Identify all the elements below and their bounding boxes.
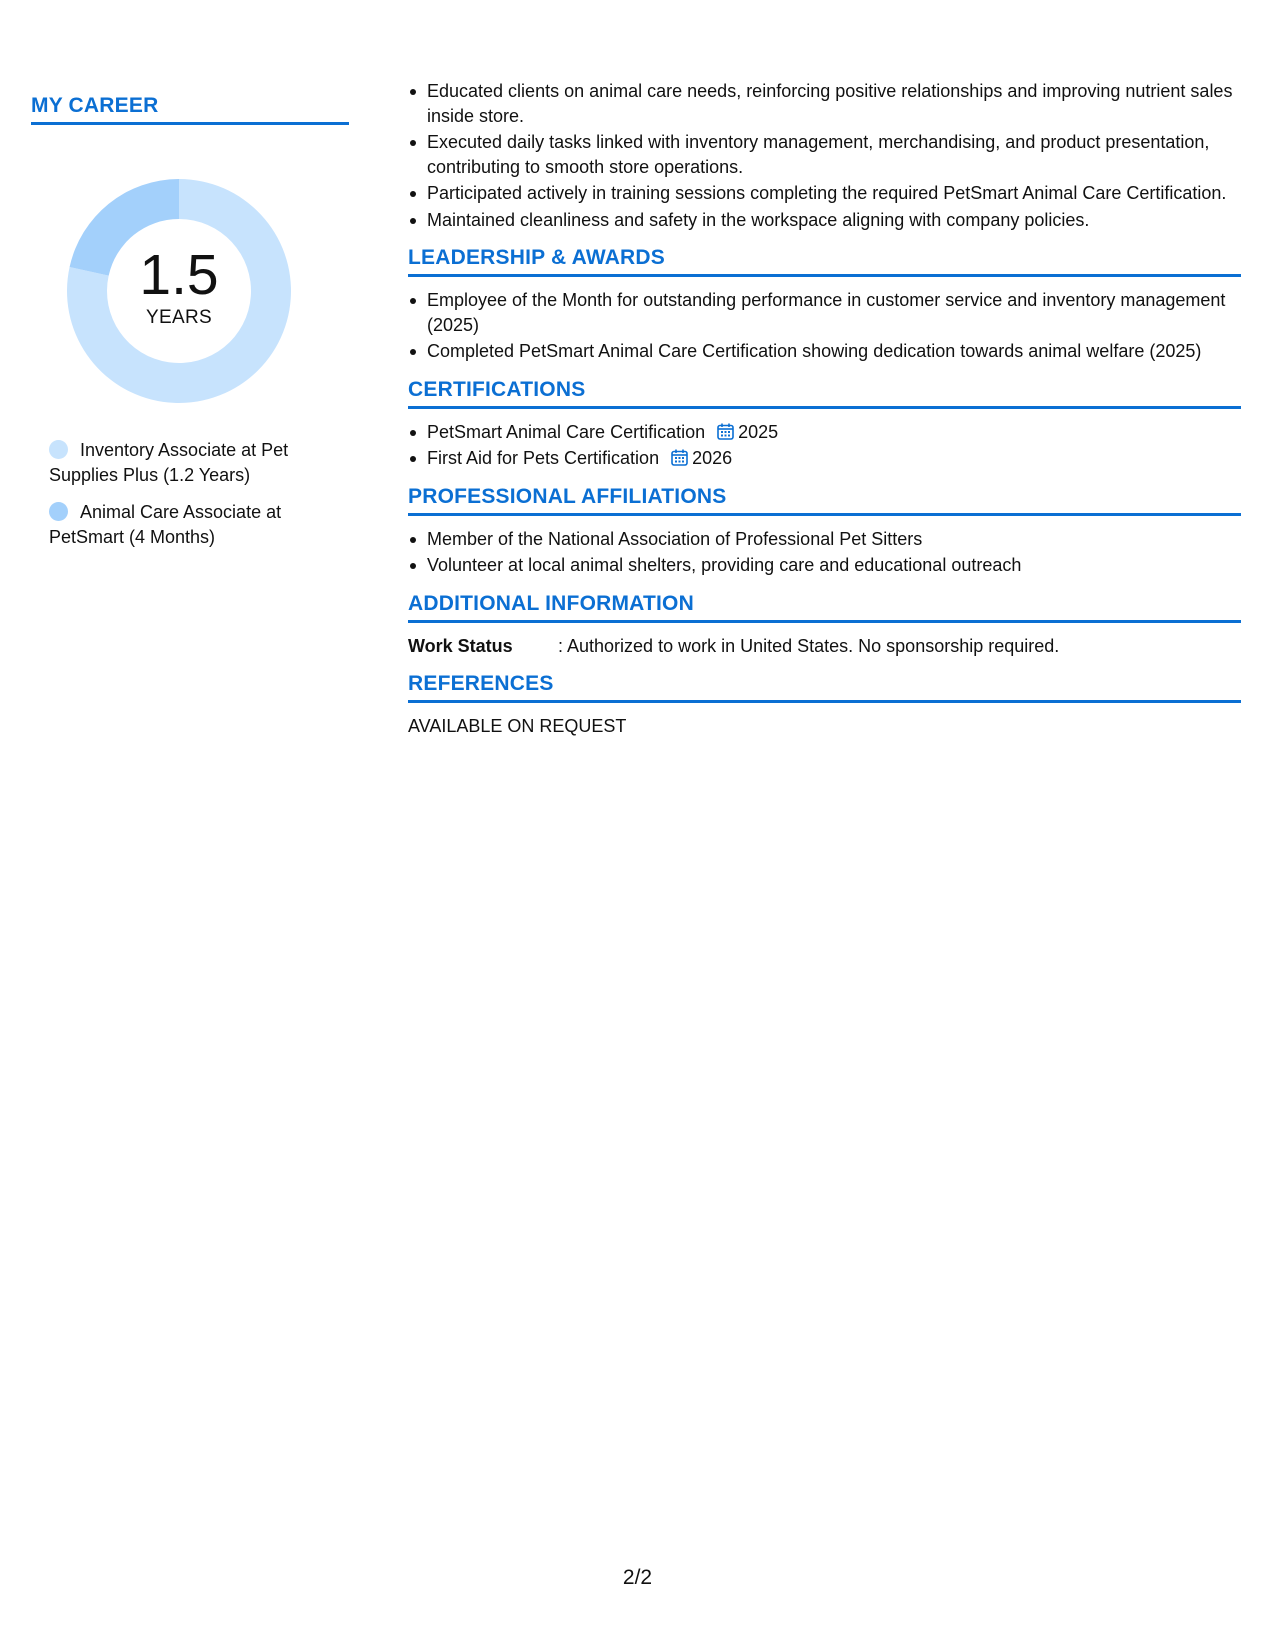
leadership-item: Employee of the Month for outstanding performance in customer service and inventory management (2025) [427, 288, 1241, 337]
certification-name: PetSmart Animal Care Certification [427, 421, 706, 442]
experience-bullet: Maintained cleanliness and safety in the workspace aligning with company policies. [427, 208, 1241, 233]
work-status-row [408, 634, 1241, 658]
leadership-section-title: LEADERSHIP & AWARDS [408, 246, 1241, 277]
certifications-section-title: CERTIFICATIONS [408, 378, 1241, 409]
career-column [31, 94, 349, 547]
references-section-title: REFERENCES [408, 672, 1241, 703]
career-legend [49, 438, 339, 562]
calendar-icon [717, 423, 734, 440]
experience-bullet: Executed daily tasks linked with inventory management, merchandising, and product presentation, contributing to smooth store operations. [427, 130, 1241, 179]
page-number: 2/2 [622, 1566, 653, 1589]
career-donut-chart [66, 178, 292, 404]
affiliation-item: Member of the National Association of Professional Pet Sitters [427, 527, 1241, 552]
certification-item [427, 420, 1241, 445]
donut-center [66, 178, 292, 404]
experience-bullet: Participated actively in training sessions completing the required PetSmart Animal Care Certification. [427, 181, 1241, 206]
legend-item [49, 500, 339, 550]
certification-year: 2026 [692, 448, 733, 468]
certifications-list [408, 420, 1241, 471]
legend-swatch [49, 502, 68, 521]
work-status-label: Work Status [408, 635, 513, 656]
affiliation-item: Volunteer at local animal shelters, providing care and educational outreach [427, 553, 1241, 578]
work-status-value: : Authorized to work in United States. No sponsorship required. [558, 635, 1060, 656]
leadership-item: Completed PetSmart Animal Care Certification showing dedication towards animal welfare (2025) [427, 339, 1241, 364]
legend-swatch [49, 440, 68, 459]
additional-section-title: ADDITIONAL INFORMATION [408, 592, 1241, 623]
total-years-unit: YEARS [146, 306, 212, 328]
certification-name: First Aid for Pets Certification [427, 448, 660, 468]
certifications-section [408, 378, 1241, 471]
certification-year: 2025 [738, 421, 779, 442]
additional-section [408, 592, 1241, 658]
career-section-title: MY CAREER [31, 94, 349, 125]
total-years-value: 1.5 [139, 242, 219, 307]
leadership-list [408, 288, 1241, 364]
references-text: AVAILABLE ON REQUEST [408, 715, 627, 736]
certification-item [427, 446, 1241, 471]
main-column [408, 79, 1241, 738]
affiliations-section [408, 485, 1241, 578]
legend-label: Animal Care Associate at PetSmart (4 Months) [49, 502, 282, 547]
experience-bullets [408, 79, 1241, 232]
references-section [408, 672, 1241, 738]
legend-label: Inventory Associate at Pet Supplies Plus (1.2 Years) [49, 440, 289, 485]
experience-bullet: Educated clients on animal care needs, reinforcing positive relationships and improving nutrient sales inside store. [427, 79, 1241, 128]
affiliations-section-title: PROFESSIONAL AFFILIATIONS [408, 485, 1241, 516]
affiliations-list [408, 527, 1241, 578]
leadership-section [408, 246, 1241, 364]
calendar-icon [671, 449, 688, 466]
legend-item [49, 438, 339, 488]
